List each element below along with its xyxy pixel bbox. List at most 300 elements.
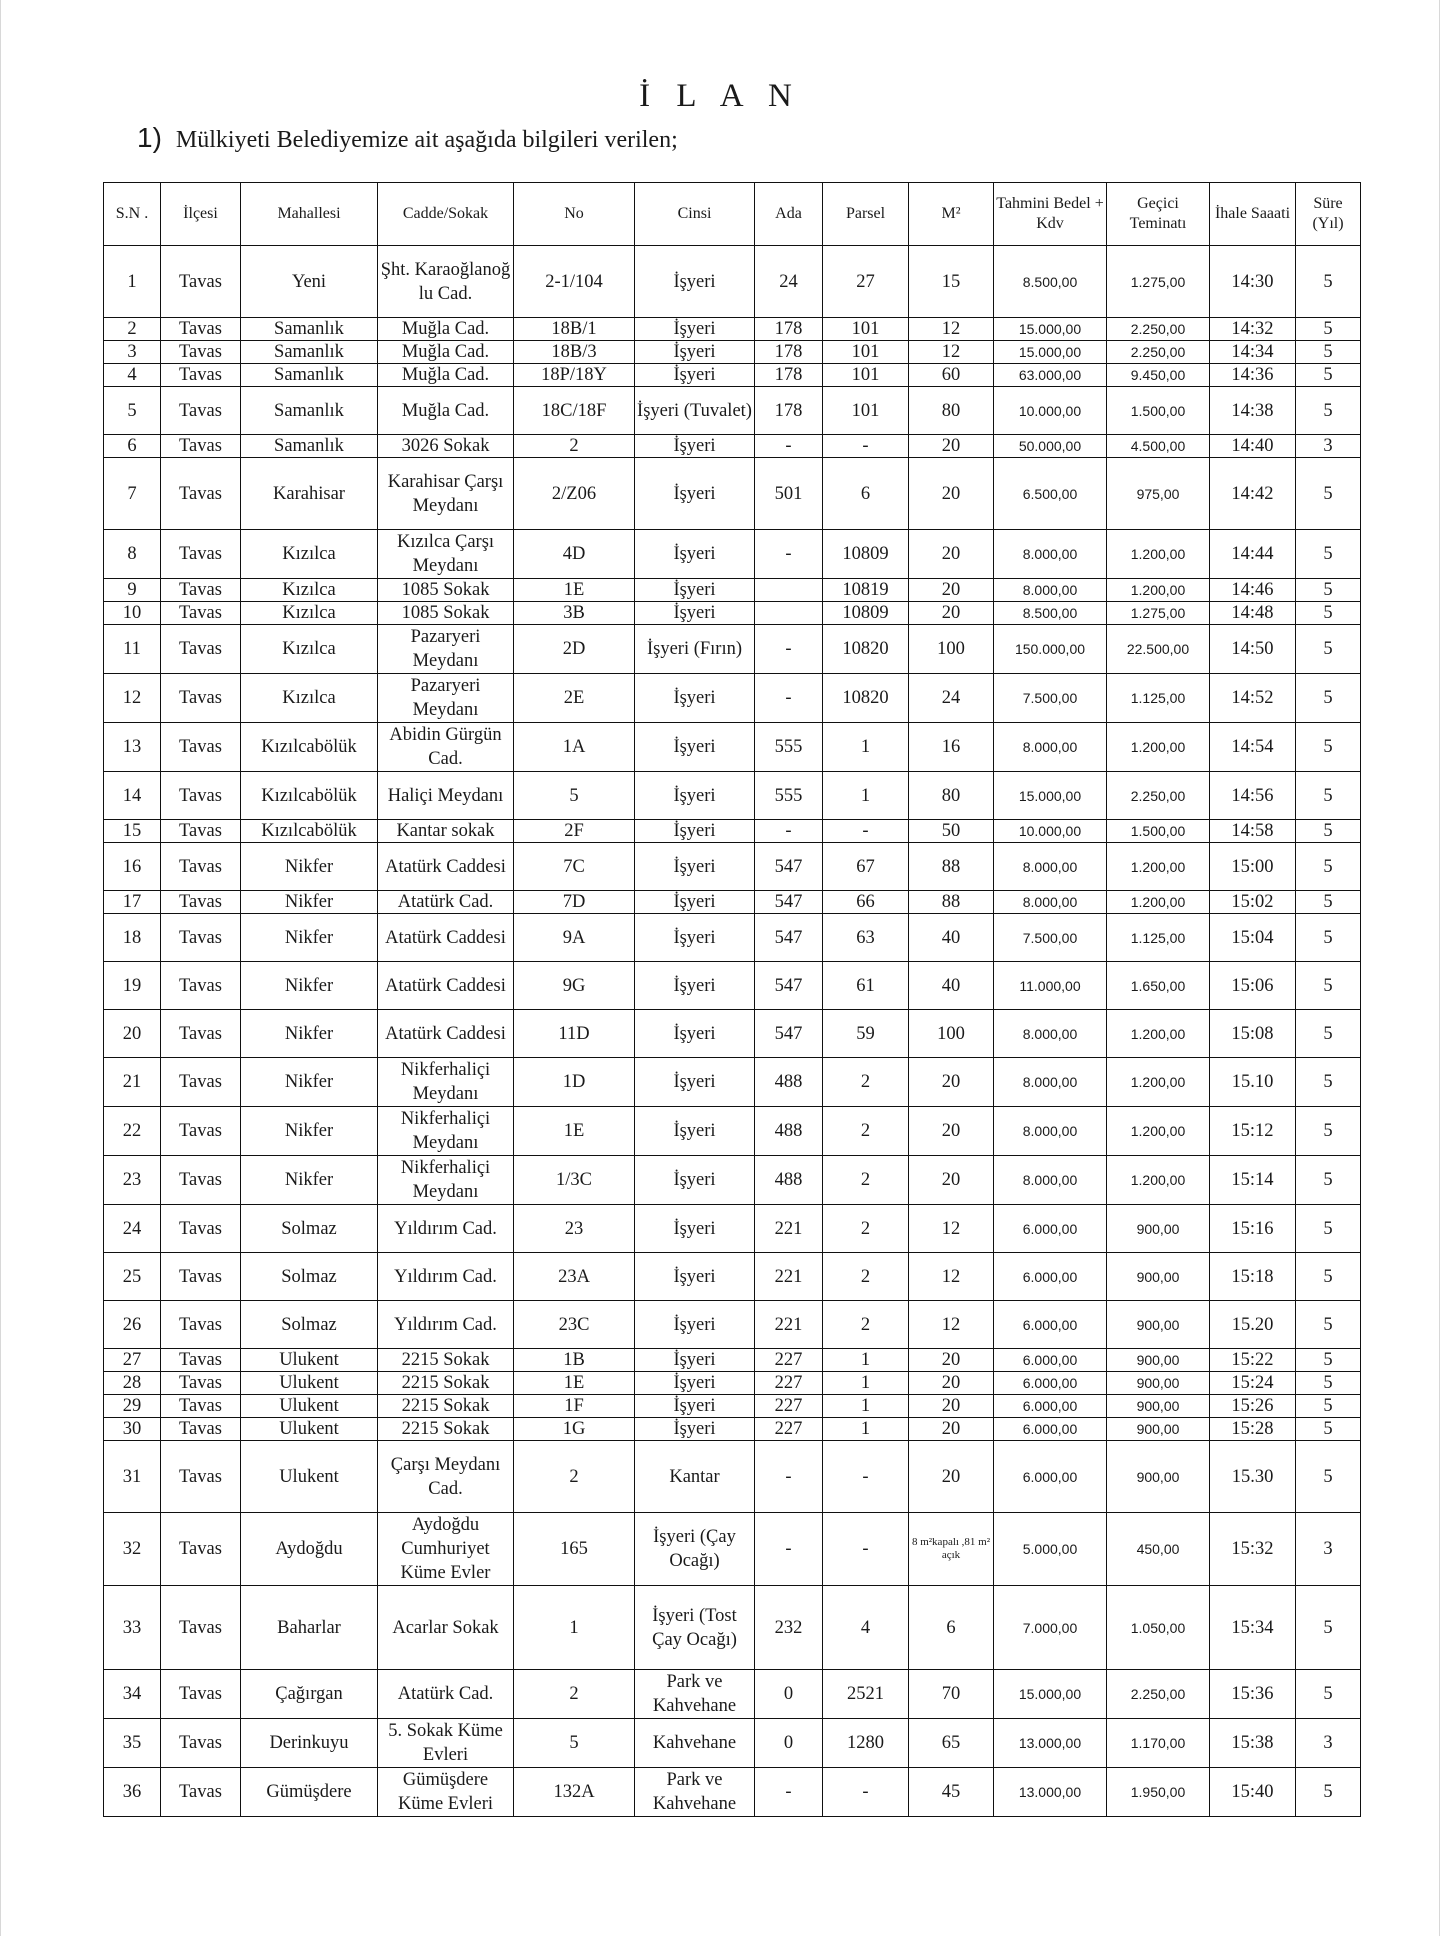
cell-teminat: 2.250,00 — [1107, 772, 1210, 820]
cell-bedel: 8.000,00 — [994, 891, 1107, 914]
cell-ada: 547 — [755, 962, 823, 1010]
cell-cadde: Atatürk Caddesi — [378, 1010, 514, 1058]
cell-no: 165 — [514, 1513, 635, 1586]
column-header-sn: S.N . — [104, 183, 161, 246]
table-row — [104, 1418, 1361, 1441]
cell-sure: 5 — [1296, 1253, 1361, 1301]
cell-parsel: 101 — [823, 341, 909, 364]
cell-teminat: 1.200,00 — [1107, 579, 1210, 602]
cell-sn: 25 — [104, 1253, 161, 1301]
cell-mahalle: Kızılcabölük — [241, 772, 378, 820]
column-header-mahalle: Mahallesi — [241, 183, 378, 246]
cell-no: 1A — [514, 723, 635, 772]
cell-teminat: 1.275,00 — [1107, 602, 1210, 625]
cell-bedel: 7.500,00 — [994, 914, 1107, 962]
cell-bedel: 15.000,00 — [994, 318, 1107, 341]
cell-saat: 14:54 — [1210, 723, 1296, 772]
column-header-no: No — [514, 183, 635, 246]
cell-cadde: Muğla Cad. — [378, 387, 514, 435]
cell-saat: 15:34 — [1210, 1586, 1296, 1670]
cell-cadde: Gümüşdere Küme Evleri — [378, 1768, 514, 1817]
cell-parsel: - — [823, 1513, 909, 1586]
cell-ilce: Tavas — [161, 962, 241, 1010]
cell-no: 18P/18Y — [514, 364, 635, 387]
cell-teminat: 1.125,00 — [1107, 914, 1210, 962]
cell-no: 1E — [514, 579, 635, 602]
cell-ada: - — [755, 435, 823, 458]
cell-parsel: 66 — [823, 891, 909, 914]
cell-parsel: 1 — [823, 1418, 909, 1441]
table-header — [104, 183, 1361, 246]
cell-mahalle: Kızılca — [241, 674, 378, 723]
cell-sn: 14 — [104, 772, 161, 820]
cell-sure: 5 — [1296, 820, 1361, 843]
cell-ilce: Tavas — [161, 1719, 241, 1768]
cell-parsel: 67 — [823, 843, 909, 891]
cell-cinsi: İşyeri — [635, 1058, 755, 1107]
cell-bedel: 15.000,00 — [994, 772, 1107, 820]
cell-sure: 5 — [1296, 962, 1361, 1010]
cell-saat: 15:36 — [1210, 1670, 1296, 1719]
cell-cadde: Atatürk Cad. — [378, 891, 514, 914]
cell-sure: 5 — [1296, 914, 1361, 962]
cell-sure: 5 — [1296, 1768, 1361, 1817]
cell-cadde: Şht. Karaoğlanoğ lu Cad. — [378, 246, 514, 318]
cell-no: 5 — [514, 1719, 635, 1768]
cell-cadde: Yıldırım Cad. — [378, 1253, 514, 1301]
cell-bedel: 6.500,00 — [994, 458, 1107, 530]
cell-ilce: Tavas — [161, 1586, 241, 1670]
cell-mahalle: Nikfer — [241, 1156, 378, 1205]
cell-m2: 20 — [909, 1107, 994, 1156]
cell-ada: - — [755, 820, 823, 843]
cell-cinsi: İşyeri (Tuvalet) — [635, 387, 755, 435]
cell-no: 18B/1 — [514, 318, 635, 341]
cell-sn: 3 — [104, 341, 161, 364]
cell-ilce: Tavas — [161, 1513, 241, 1586]
cell-ada: - — [755, 1768, 823, 1817]
cell-m2: 20 — [909, 602, 994, 625]
cell-bedel: 8.500,00 — [994, 602, 1107, 625]
cell-cadde: 2215 Sokak — [378, 1395, 514, 1418]
cell-bedel: 8.000,00 — [994, 1010, 1107, 1058]
cell-bedel: 8.000,00 — [994, 530, 1107, 579]
cell-teminat: 1.200,00 — [1107, 1010, 1210, 1058]
cell-mahalle: Solmaz — [241, 1301, 378, 1349]
cell-sure: 5 — [1296, 1349, 1361, 1372]
cell-cadde: 2215 Sokak — [378, 1372, 514, 1395]
cell-cinsi: İşyeri — [635, 843, 755, 891]
cell-sure: 3 — [1296, 1719, 1361, 1768]
cell-no: 7C — [514, 843, 635, 891]
cell-cadde: 1085 Sokak — [378, 579, 514, 602]
cell-sn: 32 — [104, 1513, 161, 1586]
cell-ilce: Tavas — [161, 1010, 241, 1058]
table-row — [104, 625, 1361, 674]
table-row — [104, 1395, 1361, 1418]
cell-mahalle: Karahisar — [241, 458, 378, 530]
cell-saat: 15:32 — [1210, 1513, 1296, 1586]
cell-bedel: 15.000,00 — [994, 1670, 1107, 1719]
cell-teminat: 1.200,00 — [1107, 1058, 1210, 1107]
cell-sure: 5 — [1296, 1156, 1361, 1205]
cell-mahalle: Nikfer — [241, 843, 378, 891]
cell-sure: 5 — [1296, 458, 1361, 530]
cell-sn: 28 — [104, 1372, 161, 1395]
cell-ilce: Tavas — [161, 891, 241, 914]
cell-cinsi: İşyeri — [635, 364, 755, 387]
cell-m2: 40 — [909, 962, 994, 1010]
cell-ada: 555 — [755, 772, 823, 820]
cell-sure: 3 — [1296, 1513, 1361, 1586]
cell-saat: 15:22 — [1210, 1349, 1296, 1372]
cell-sn: 35 — [104, 1719, 161, 1768]
column-header-ada: Ada — [755, 183, 823, 246]
cell-sn: 2 — [104, 318, 161, 341]
cell-sure: 5 — [1296, 723, 1361, 772]
cell-no: 9A — [514, 914, 635, 962]
cell-cinsi: İşyeri — [635, 1372, 755, 1395]
cell-cinsi: İşyeri — [635, 891, 755, 914]
table-row — [104, 820, 1361, 843]
cell-parsel: 2 — [823, 1107, 909, 1156]
cell-m2: 50 — [909, 820, 994, 843]
table-row — [104, 1107, 1361, 1156]
cell-m2: 100 — [909, 1010, 994, 1058]
cell-sure: 5 — [1296, 530, 1361, 579]
cell-saat: 15:40 — [1210, 1768, 1296, 1817]
cell-ada: 178 — [755, 364, 823, 387]
cell-sure: 5 — [1296, 1107, 1361, 1156]
cell-saat: 15:04 — [1210, 914, 1296, 962]
cell-no: 2 — [514, 1670, 635, 1719]
cell-sure: 3 — [1296, 435, 1361, 458]
cell-bedel: 63.000,00 — [994, 364, 1107, 387]
cell-mahalle: Yeni — [241, 246, 378, 318]
table-row — [104, 1670, 1361, 1719]
cell-ilce: Tavas — [161, 674, 241, 723]
cell-mahalle: Nikfer — [241, 1058, 378, 1107]
cell-ilce: Tavas — [161, 843, 241, 891]
cell-bedel: 8.000,00 — [994, 723, 1107, 772]
cell-sn: 19 — [104, 962, 161, 1010]
cell-sn: 36 — [104, 1768, 161, 1817]
cell-cadde: Yıldırım Cad. — [378, 1205, 514, 1253]
cell-saat: 15:16 — [1210, 1205, 1296, 1253]
cell-mahalle: Samanlık — [241, 435, 378, 458]
cell-ilce: Tavas — [161, 1441, 241, 1513]
cell-sure: 5 — [1296, 674, 1361, 723]
cell-m2: 20 — [909, 435, 994, 458]
cell-mahalle: Nikfer — [241, 1010, 378, 1058]
cell-sn: 10 — [104, 602, 161, 625]
cell-ilce: Tavas — [161, 1372, 241, 1395]
table-row — [104, 723, 1361, 772]
cell-bedel: 6.000,00 — [994, 1372, 1107, 1395]
cell-cadde: 3026 Sokak — [378, 435, 514, 458]
cell-sn: 9 — [104, 579, 161, 602]
cell-mahalle: Nikfer — [241, 891, 378, 914]
cell-ilce: Tavas — [161, 1418, 241, 1441]
cell-parsel: 2521 — [823, 1670, 909, 1719]
column-header-ilce: İlçesi — [161, 183, 241, 246]
cell-teminat: 900,00 — [1107, 1418, 1210, 1441]
cell-sn: 22 — [104, 1107, 161, 1156]
cell-parsel: 2 — [823, 1253, 909, 1301]
cell-ilce: Tavas — [161, 579, 241, 602]
cell-ada: 227 — [755, 1372, 823, 1395]
cell-cadde: Nikferhaliçi Meydanı — [378, 1058, 514, 1107]
cell-no: 23A — [514, 1253, 635, 1301]
cell-m2: 20 — [909, 1372, 994, 1395]
cell-bedel: 6.000,00 — [994, 1418, 1107, 1441]
cell-mahalle: Kızılcabölük — [241, 820, 378, 843]
cell-no: 7D — [514, 891, 635, 914]
cell-ada: 221 — [755, 1301, 823, 1349]
table-row — [104, 341, 1361, 364]
cell-sn: 5 — [104, 387, 161, 435]
cell-sure: 5 — [1296, 579, 1361, 602]
cell-teminat: 900,00 — [1107, 1395, 1210, 1418]
cell-mahalle: Nikfer — [241, 962, 378, 1010]
cell-ilce: Tavas — [161, 1107, 241, 1156]
cell-bedel: 50.000,00 — [994, 435, 1107, 458]
cell-mahalle: Nikfer — [241, 1107, 378, 1156]
cell-bedel: 150.000,00 — [994, 625, 1107, 674]
cell-mahalle: Derinkuyu — [241, 1719, 378, 1768]
cell-cadde: Aydoğdu Cumhuriyet Küme Evler — [378, 1513, 514, 1586]
cell-sn: 1 — [104, 246, 161, 318]
cell-sure: 5 — [1296, 318, 1361, 341]
cell-parsel: - — [823, 435, 909, 458]
cell-no: 23 — [514, 1205, 635, 1253]
table-row — [104, 1513, 1361, 1586]
cell-m2: 80 — [909, 387, 994, 435]
table-row — [104, 1205, 1361, 1253]
cell-saat: 15:26 — [1210, 1395, 1296, 1418]
cell-saat: 15:02 — [1210, 891, 1296, 914]
cell-no: 2/Z06 — [514, 458, 635, 530]
cell-saat: 15:18 — [1210, 1253, 1296, 1301]
table-row — [104, 962, 1361, 1010]
cell-teminat: 2.250,00 — [1107, 318, 1210, 341]
cell-m2: 20 — [909, 1058, 994, 1107]
cell-m2: 65 — [909, 1719, 994, 1768]
cell-ilce: Tavas — [161, 625, 241, 674]
table-row — [104, 318, 1361, 341]
cell-sn: 31 — [104, 1441, 161, 1513]
cell-ada: 547 — [755, 1010, 823, 1058]
cell-bedel: 8.000,00 — [994, 1058, 1107, 1107]
cell-sn: 16 — [104, 843, 161, 891]
cell-m2: 40 — [909, 914, 994, 962]
cell-cadde: 2215 Sokak — [378, 1349, 514, 1372]
cell-parsel: 10820 — [823, 625, 909, 674]
cell-sure: 5 — [1296, 1395, 1361, 1418]
cell-sure: 5 — [1296, 891, 1361, 914]
cell-saat: 15:12 — [1210, 1107, 1296, 1156]
cell-cinsi: İşyeri — [635, 772, 755, 820]
cell-cinsi: İşyeri — [635, 1205, 755, 1253]
cell-ada: 221 — [755, 1253, 823, 1301]
cell-parsel: 1 — [823, 1372, 909, 1395]
cell-saat: 15.10 — [1210, 1058, 1296, 1107]
cell-cadde: Abidin Gürgün Cad. — [378, 723, 514, 772]
cell-sure: 5 — [1296, 364, 1361, 387]
cell-teminat: 1.050,00 — [1107, 1586, 1210, 1670]
table-row — [104, 772, 1361, 820]
cell-bedel: 8.000,00 — [994, 1156, 1107, 1205]
cell-saat: 14:36 — [1210, 364, 1296, 387]
cell-saat: 14:48 — [1210, 602, 1296, 625]
table-row — [104, 914, 1361, 962]
cell-m2: 20 — [909, 1349, 994, 1372]
column-header-cinsi: Cinsi — [635, 183, 755, 246]
cell-cinsi: Park ve Kahvehane — [635, 1670, 755, 1719]
cell-ilce: Tavas — [161, 458, 241, 530]
cell-no: 2D — [514, 625, 635, 674]
intro-number: 1) — [137, 122, 162, 153]
table-row — [104, 530, 1361, 579]
table-row — [104, 579, 1361, 602]
cell-cinsi: İşyeri — [635, 1301, 755, 1349]
table-row — [104, 458, 1361, 530]
cell-no: 2 — [514, 1441, 635, 1513]
cell-mahalle: Ulukent — [241, 1418, 378, 1441]
cell-saat: 14:44 — [1210, 530, 1296, 579]
cell-cinsi: Kantar — [635, 1441, 755, 1513]
cell-sure: 5 — [1296, 843, 1361, 891]
cell-parsel: 6 — [823, 458, 909, 530]
cell-teminat: 900,00 — [1107, 1205, 1210, 1253]
cell-cadde: Karahisar Çarşı Meydanı — [378, 458, 514, 530]
cell-mahalle: Samanlık — [241, 341, 378, 364]
cell-cinsi: İşyeri — [635, 674, 755, 723]
cell-cadde: Yıldırım Cad. — [378, 1301, 514, 1349]
cell-sn: 34 — [104, 1670, 161, 1719]
column-header-m2: M² — [909, 183, 994, 246]
cell-sn: 30 — [104, 1418, 161, 1441]
cell-cadde: 5. Sokak Küme Evleri — [378, 1719, 514, 1768]
cell-saat: 14:56 — [1210, 772, 1296, 820]
cell-cadde: Atatürk Caddesi — [378, 914, 514, 962]
cell-ada: 221 — [755, 1205, 823, 1253]
cell-ada: 227 — [755, 1418, 823, 1441]
cell-cadde: Muğla Cad. — [378, 364, 514, 387]
cell-parsel: 2 — [823, 1301, 909, 1349]
cell-ada: - — [755, 625, 823, 674]
table-row — [104, 602, 1361, 625]
cell-sn: 21 — [104, 1058, 161, 1107]
cell-sn: 23 — [104, 1156, 161, 1205]
table-row — [104, 1010, 1361, 1058]
cell-sure: 5 — [1296, 1670, 1361, 1719]
cell-cinsi: İşyeri — [635, 1395, 755, 1418]
cell-teminat: 1.650,00 — [1107, 962, 1210, 1010]
cell-parsel: 101 — [823, 364, 909, 387]
cell-ilce: Tavas — [161, 1301, 241, 1349]
cell-cadde: Çarşı Meydanı Cad. — [378, 1441, 514, 1513]
cell-ada: - — [755, 674, 823, 723]
cell-ilce: Tavas — [161, 1253, 241, 1301]
cell-parsel: 10820 — [823, 674, 909, 723]
cell-ilce: Tavas — [161, 318, 241, 341]
cell-teminat: 9.450,00 — [1107, 364, 1210, 387]
cell-teminat: 1.200,00 — [1107, 891, 1210, 914]
cell-sn: 4 — [104, 364, 161, 387]
cell-parsel: 1 — [823, 723, 909, 772]
cell-ada — [755, 579, 823, 602]
cell-m2: 20 — [909, 530, 994, 579]
cell-cadde: Acarlar Sokak — [378, 1586, 514, 1670]
cell-no: 1G — [514, 1418, 635, 1441]
cell-parsel: 1 — [823, 1349, 909, 1372]
cell-parsel: - — [823, 1768, 909, 1817]
cell-m2: 12 — [909, 1253, 994, 1301]
cell-teminat: 1.200,00 — [1107, 1156, 1210, 1205]
cell-m2: 70 — [909, 1670, 994, 1719]
cell-bedel: 8.500,00 — [994, 246, 1107, 318]
cell-bedel: 6.000,00 — [994, 1205, 1107, 1253]
cell-m2: 20 — [909, 579, 994, 602]
cell-ilce: Tavas — [161, 435, 241, 458]
cell-cadde: Kantar sokak — [378, 820, 514, 843]
cell-no: 1E — [514, 1107, 635, 1156]
cell-ada: 488 — [755, 1156, 823, 1205]
cell-cadde: Muğla Cad. — [378, 341, 514, 364]
cell-sn: 13 — [104, 723, 161, 772]
cell-cadde: 1085 Sokak — [378, 602, 514, 625]
cell-bedel: 15.000,00 — [994, 341, 1107, 364]
cell-m2: 12 — [909, 341, 994, 364]
cell-ilce: Tavas — [161, 341, 241, 364]
cell-mahalle: Solmaz — [241, 1205, 378, 1253]
cell-ilce: Tavas — [161, 1349, 241, 1372]
cell-ada: 0 — [755, 1719, 823, 1768]
cell-sn: 7 — [104, 458, 161, 530]
cell-cinsi: İşyeri — [635, 1010, 755, 1058]
table-row — [104, 1768, 1361, 1817]
cell-saat: 15.20 — [1210, 1301, 1296, 1349]
header-row — [104, 183, 1361, 246]
cell-parsel: 2 — [823, 1058, 909, 1107]
cell-ada: - — [755, 1441, 823, 1513]
cell-ada: - — [755, 530, 823, 579]
cell-bedel: 6.000,00 — [994, 1253, 1107, 1301]
cell-sure: 5 — [1296, 1586, 1361, 1670]
cell-teminat: 450,00 — [1107, 1513, 1210, 1586]
cell-no: 3B — [514, 602, 635, 625]
cell-sn: 15 — [104, 820, 161, 843]
cell-saat: 14:32 — [1210, 318, 1296, 341]
cell-sure: 5 — [1296, 341, 1361, 364]
cell-mahalle: Samanlık — [241, 364, 378, 387]
cell-no: 1B — [514, 1349, 635, 1372]
cell-no: 2E — [514, 674, 635, 723]
cell-cadde: Atatürk Caddesi — [378, 962, 514, 1010]
cell-sn: 6 — [104, 435, 161, 458]
cell-saat: 14:58 — [1210, 820, 1296, 843]
cell-no: 18B/3 — [514, 341, 635, 364]
cell-bedel: 8.000,00 — [994, 579, 1107, 602]
cell-cadde: Nikferhaliçi Meydanı — [378, 1156, 514, 1205]
cell-sn: 27 — [104, 1349, 161, 1372]
cell-parsel: 59 — [823, 1010, 909, 1058]
cell-cinsi: İşyeri — [635, 246, 755, 318]
cell-teminat: 1.500,00 — [1107, 820, 1210, 843]
cell-sure: 5 — [1296, 246, 1361, 318]
cell-ada: 488 — [755, 1107, 823, 1156]
